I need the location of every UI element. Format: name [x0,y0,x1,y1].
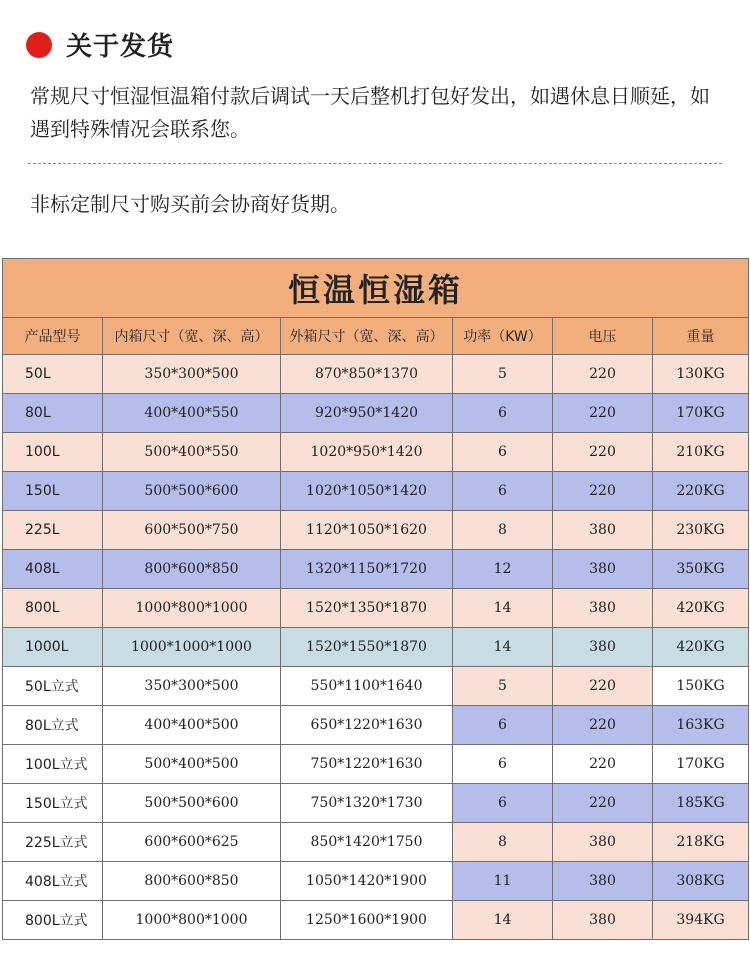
cell-outer-size: 1020*950*1420 [281,433,453,472]
cell-voltage: 380 [553,901,653,940]
table-row [3,433,749,472]
cell-inner-size: 600*600*625 [103,823,281,862]
table-row [3,901,749,940]
cell-model: 50L [3,355,103,394]
cell-voltage: 220 [553,784,653,823]
cell-power: 14 [453,901,553,940]
cell-model: 50L立式 [3,667,103,706]
table-row [3,511,749,550]
table-row [3,589,749,628]
cell-power: 6 [453,706,553,745]
cell-inner-size: 1000*800*1000 [103,589,281,628]
cell-outer-size: 1320*1150*1720 [281,550,453,589]
cell-power: 6 [453,745,553,784]
cell-power: 5 [453,667,553,706]
shipping-paragraph: 常规尺寸恒湿恒温箱付款后调试一天后整机打包好发出，如遇休息日顺延，如遇到特殊情况会联系您。 [30,84,710,141]
cell-power: 14 [453,628,553,667]
table-row [3,823,749,862]
cell-inner-size: 500*400*500 [103,745,281,784]
cell-model: 80L [3,394,103,433]
cell-voltage: 220 [553,355,653,394]
cell-voltage: 220 [553,433,653,472]
cell-model: 100L立式 [3,745,103,784]
cell-inner-size: 350*300*500 [103,355,281,394]
cell-voltage: 380 [553,628,653,667]
header-inner-size: 内箱尺寸（宽、深、高） [103,318,281,355]
cell-model: 408L [3,550,103,589]
custom-size-paragraph: 非标定制尺寸购买前会协商好货期。 [30,192,350,216]
header-row [3,318,749,355]
cell-inner-size: 1000*1000*1000 [103,628,281,667]
cell-voltage: 220 [553,394,653,433]
cell-power: 6 [453,433,553,472]
spec-table-wrap [2,258,748,940]
cell-inner-size: 800*600*850 [103,550,281,589]
section-header [26,26,174,63]
cell-outer-size: 750*1220*1630 [281,745,453,784]
cell-voltage: 220 [553,667,653,706]
cell-power: 6 [453,784,553,823]
cell-inner-size: 500*500*600 [103,472,281,511]
cell-power: 6 [453,394,553,433]
cell-inner-size: 1000*800*1000 [103,901,281,940]
cell-weight: 394KG [653,901,749,940]
cell-model: 100L [3,433,103,472]
cell-voltage: 380 [553,511,653,550]
cell-model: 225L [3,511,103,550]
cell-power: 6 [453,472,553,511]
dashed-divider [28,163,722,164]
cell-weight: 170KG [653,394,749,433]
cell-voltage: 380 [553,862,653,901]
cell-outer-size: 1050*1420*1900 [281,862,453,901]
table-row [3,706,749,745]
cell-outer-size: 1120*1050*1620 [281,511,453,550]
cell-model: 408L立式 [3,862,103,901]
header-voltage: 电压 [553,318,653,355]
cell-weight: 420KG [653,628,749,667]
cell-power: 8 [453,823,553,862]
cell-power: 12 [453,550,553,589]
cell-model: 800L立式 [3,901,103,940]
cell-outer-size: 1250*1600*1900 [281,901,453,940]
cell-model: 80L立式 [3,706,103,745]
cell-outer-size: 1020*1050*1420 [281,472,453,511]
spec-table [2,258,749,940]
cell-voltage: 380 [553,823,653,862]
cell-model: 800L [3,589,103,628]
header-model: 产品型号 [3,318,103,355]
header-weight: 重量 [653,318,749,355]
cell-weight: 185KG [653,784,749,823]
cell-power: 11 [453,862,553,901]
cell-voltage: 220 [553,472,653,511]
table-title: 恒温恒湿箱 [3,259,749,318]
cell-power: 8 [453,511,553,550]
cell-weight: 420KG [653,589,749,628]
header-outer-size: 外箱尺寸（宽、深、高） [281,318,453,355]
table-row [3,550,749,589]
cell-outer-size: 650*1220*1630 [281,706,453,745]
table-row [3,745,749,784]
red-dot-icon [26,32,52,58]
table-row [3,355,749,394]
table-row [3,394,749,433]
cell-weight: 210KG [653,433,749,472]
cell-outer-size: 750*1320*1730 [281,784,453,823]
cell-voltage: 220 [553,706,653,745]
cell-model: 1000L [3,628,103,667]
cell-voltage: 380 [553,589,653,628]
cell-model: 150L [3,472,103,511]
cell-weight: 170KG [653,745,749,784]
cell-weight: 220KG [653,472,749,511]
cell-inner-size: 800*600*850 [103,862,281,901]
cell-outer-size: 550*1100*1640 [281,667,453,706]
table-row [3,784,749,823]
table-row [3,862,749,901]
cell-outer-size: 870*850*1370 [281,355,453,394]
cell-weight: 218KG [653,823,749,862]
cell-inner-size: 350*300*500 [103,667,281,706]
cell-power: 5 [453,355,553,394]
section-title: 关于发货 [66,32,175,62]
cell-outer-size: 1520*1350*1870 [281,589,453,628]
cell-inner-size: 500*400*550 [103,433,281,472]
cell-inner-size: 600*500*750 [103,511,281,550]
cell-outer-size: 1520*1550*1870 [281,628,453,667]
cell-model: 225L立式 [3,823,103,862]
cell-weight: 350KG [653,550,749,589]
cell-weight: 130KG [653,355,749,394]
cell-voltage: 220 [553,745,653,784]
cell-model: 150L立式 [3,784,103,823]
table-row [3,628,749,667]
cell-outer-size: 920*950*1420 [281,394,453,433]
cell-weight: 230KG [653,511,749,550]
cell-weight: 308KG [653,862,749,901]
cell-weight: 163KG [653,706,749,745]
cell-inner-size: 400*400*550 [103,394,281,433]
cell-voltage: 380 [553,550,653,589]
cell-power: 14 [453,589,553,628]
cell-inner-size: 500*500*600 [103,784,281,823]
cell-inner-size: 400*400*500 [103,706,281,745]
table-row [3,472,749,511]
table-row [3,667,749,706]
cell-weight: 150KG [653,667,749,706]
cell-outer-size: 850*1420*1750 [281,823,453,862]
header-power: 功率（KW） [453,318,553,355]
